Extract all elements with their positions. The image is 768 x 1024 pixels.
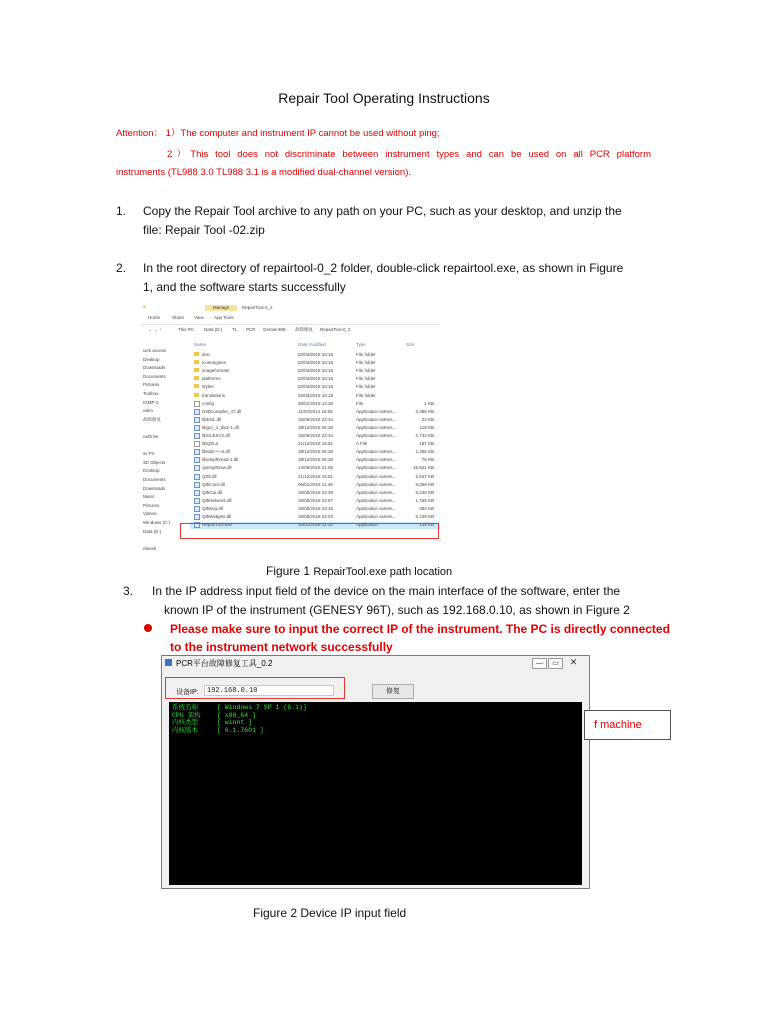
file-row[interactable] (190, 401, 440, 408)
nav-pane-item[interactable]: Documents (143, 373, 166, 379)
nav-pane-item[interactable]: Windows (C:) (143, 520, 171, 525)
file-row[interactable] (190, 457, 440, 464)
file-type: Application extens... (356, 481, 397, 487)
console-value: [ 6.1.7601 ] (217, 726, 264, 734)
breadcrumb-gentier48e[interactable]: Gentier48E (263, 327, 286, 332)
file-size: 2,742 KB (415, 433, 434, 438)
file-type: File (356, 400, 364, 406)
figure-2-caption: Figure 2 Device IP input field (253, 906, 407, 920)
file-row[interactable] (190, 384, 440, 391)
file-type: Application extens... (356, 433, 397, 438)
breadcrumb-repairtool[interactable]: RepairTool-0_2 (320, 327, 351, 332)
breadcrumb-repair-folder[interactable]: 故障修复 (295, 327, 313, 332)
file-date: 15/06/2018 22:34 (298, 433, 334, 438)
dll-file-icon (194, 433, 200, 439)
column-header-size[interactable]: Size (406, 342, 415, 347)
dll-file-icon (194, 449, 200, 455)
file-type: Application extens... (356, 424, 397, 430)
repairtool-highlight-box (180, 523, 439, 539)
breadcrumb-pcr[interactable]: PCR (246, 327, 256, 332)
file-name: Qt5Core.dll (202, 481, 225, 487)
file-date: 15/06/2018 22:57 (298, 497, 334, 503)
file-name: libEGL.dll (202, 416, 222, 422)
app-icon (165, 659, 172, 666)
file-icon (194, 441, 200, 447)
folder-icon (194, 368, 199, 372)
file-row[interactable] (190, 441, 440, 448)
file-name: platforms (202, 376, 221, 382)
machine-callout: f machine (584, 710, 671, 740)
file-date: 02/03/2019 10:18 (298, 368, 334, 374)
step-3-text-line-2: known IP of the instrument (GENESY 96T), such as 192.168.0.10, as shown in Figure 2 (164, 603, 630, 617)
file-size: 3,386 KB (415, 408, 434, 414)
file-type: Application extens... (356, 497, 397, 503)
file-size: 187 KB (419, 441, 434, 447)
column-header-type[interactable]: Type (356, 342, 366, 347)
file-row[interactable] (190, 474, 440, 481)
nav-pane-item[interactable]: ss PC (143, 451, 156, 457)
file-size: 118 KB (419, 424, 434, 430)
file-name: Qt5Widgets.dll (202, 514, 232, 519)
file-type: File folder (356, 368, 376, 374)
file-size: 1,305 KB (415, 449, 434, 455)
console-label: CPU 架构 (172, 711, 201, 719)
file-name: Qt5Network.dll (202, 497, 232, 503)
file-row[interactable] (190, 490, 440, 497)
manage-tab[interactable]: Manage (205, 305, 237, 311)
file-row[interactable] (190, 409, 440, 416)
address-bar[interactable] (140, 326, 440, 334)
nav-pane-item[interactable]: 故障修复 (143, 416, 161, 422)
file-date: 21/12/2018 15:51 (298, 473, 334, 479)
file-row[interactable] (190, 425, 440, 432)
file-row[interactable] (190, 514, 440, 521)
attention-line-1: Attention： 1）The computer and instrument IP cannot be used without ping; (116, 128, 440, 139)
file-type: File folder (356, 360, 376, 366)
folder-icon (194, 352, 199, 356)
file-date: 02/03/2019 10:18 (298, 360, 334, 366)
file-date: 15/06/2018 22:03 (298, 514, 334, 519)
file-row[interactable] (190, 433, 440, 440)
console-value: [ Windows 7 SP 1 (6.1)] (217, 704, 307, 711)
warning-line-1: Please make sure to input the correct IP of the instrument. The PC is directly connected (170, 622, 670, 636)
file-date: 30/01/2019 11:14 (298, 522, 333, 528)
console-value: [ x86_64 ] (217, 711, 257, 719)
dll-file-icon (194, 457, 200, 463)
file-date: 29/12/2015 06:25 (298, 424, 334, 430)
nav-pane-item[interactable]: IGMP-2 (143, 399, 159, 405)
file-type: Application (356, 522, 379, 528)
nav-pane-item[interactable]: Desktop (143, 356, 160, 362)
file-name: libGLESV2.dll (202, 433, 230, 438)
file-type: Application extens... (356, 489, 397, 495)
file-date: 06/01/2019 11:48 (298, 481, 333, 487)
folder-icon (194, 360, 199, 364)
folder-icon (194, 376, 199, 380)
attention-line-2: 2）This tool does not discriminate between instrument types and can be used on all PCR platform (167, 149, 651, 160)
file-date: 21/12/2018 15:51 (298, 441, 334, 447)
page-title: Repair Tool Operating Instructions (278, 90, 490, 106)
file-name: Qt5Gui.dll (202, 489, 223, 495)
nav-pane-item[interactable]: Pictures (143, 502, 160, 508)
file-type: Application extens... (356, 408, 397, 414)
file-row[interactable] (190, 449, 440, 456)
file-name: translations (202, 392, 226, 398)
pcr-window-title: PCR平台故障修复工具_0.2 (176, 659, 273, 668)
file-size: 6,230 KB (415, 489, 434, 495)
ribbon-tab-app-tools[interactable]: App Tools (214, 315, 234, 320)
file-size: 15,621 KB (412, 465, 434, 471)
nav-pane-item[interactable]: Desktop (143, 468, 160, 474)
ribbon-tab-view[interactable]: View (194, 315, 204, 320)
dll-file-icon (194, 425, 200, 431)
file-name: iconengines (202, 360, 227, 366)
file-date: 30/01/2019 14:25 (298, 400, 334, 406)
breadcrumb-tl[interactable]: TL (232, 327, 238, 332)
file-name: libgcc_s_dw2-1.dll (202, 424, 239, 430)
column-header-name[interactable]: Name (194, 342, 207, 347)
ribbon-tab-share[interactable]: Share (172, 315, 185, 320)
file-type: Application extens... (356, 449, 397, 455)
file-date: 02/03/2019 10:18 (298, 376, 334, 382)
step-1-text-line-2: file: Repair Tool -02.zip (143, 223, 265, 237)
file-name: imageformats (202, 368, 230, 374)
file-size: 1 KB (424, 400, 434, 406)
file-row[interactable] (190, 465, 440, 472)
nav-pane-item[interactable]: 3D Objects (143, 459, 166, 465)
repair-button[interactable]: 修复 (372, 684, 414, 699)
nav-pane-item[interactable]: utem (143, 408, 154, 414)
nav-pane-item[interactable]: Documents (143, 477, 166, 482)
console-label: 系统名称 (172, 704, 198, 711)
file-type: Application extens... (356, 457, 397, 463)
file-size: 6,108 KB (415, 514, 434, 519)
file-size: 2,627 KB (415, 473, 434, 479)
file-date: 15/06/2018 23:15 (298, 505, 334, 511)
file-size: 139 KB (419, 522, 434, 528)
nav-pane-item[interactable]: Pictures (143, 382, 160, 388)
dll-file-icon (194, 490, 200, 496)
file-row[interactable] (190, 393, 440, 400)
nav-pane-item[interactable]: Downloads (143, 365, 166, 371)
console-label: 内核类型 (172, 719, 198, 726)
file-type: File folder (356, 392, 376, 398)
dll-file-icon (194, 409, 200, 415)
file-date: 15/06/2018 22:39 (298, 489, 334, 495)
minimize-icon[interactable]: — (532, 658, 547, 669)
dll-file-icon (194, 474, 200, 480)
figure-1-caption (266, 564, 452, 578)
folder-quick-icon: ■ (143, 304, 146, 309)
nav-pane-item[interactable]: etwork (143, 545, 157, 550)
ip-input-highlight-box (165, 677, 345, 699)
file-type: File folder (356, 352, 376, 357)
nav-pane-item[interactable]: Data (D:) (143, 528, 162, 534)
file-name: libstdc++-6.dll (202, 449, 230, 455)
file-row[interactable] (190, 352, 440, 359)
step-2-text-line-2: 1, and the software starts successfully (143, 280, 346, 294)
nav-pane-item[interactable]: Toolbox (143, 391, 159, 396)
file-date: 02/03/2019 10:18 (298, 352, 334, 357)
step-1-text-line-1: Copy the Repair Tool archive to any path on your PC, such as your desktop, and unzip the (143, 204, 622, 218)
step-3-text-line-1: In the IP address input field of the device on the main interface of the software, enter the (152, 584, 621, 598)
maximize-icon[interactable]: ▭ (548, 658, 563, 669)
figure-1-title: RepairTool.exe path location (313, 566, 453, 578)
file-date: 14/06/2016 21:06 (298, 465, 334, 471)
file-row[interactable] (190, 417, 440, 424)
file-type: File folder (356, 376, 376, 382)
file-row[interactable] (190, 360, 440, 367)
dll-file-icon (194, 506, 200, 512)
nav-pane-item[interactable]: Downloads (143, 485, 166, 491)
console-label: 内核版本 (172, 726, 198, 734)
device-ip-input[interactable]: 192.168.0.10 (204, 685, 334, 696)
file-name: config (202, 400, 215, 406)
warning-line-2: to the instrument network successfully (170, 640, 393, 654)
nav-pane-item[interactable]: Music (143, 494, 155, 500)
dll-file-icon (194, 514, 200, 520)
file-size: 352 KB (419, 505, 434, 511)
file-type: File folder (356, 384, 376, 390)
console-value: [ winnt ] (217, 719, 253, 726)
file-date: 29/12/2015 06:25 (298, 457, 334, 463)
file-name: libQSt.a (202, 441, 219, 447)
file-date: 02/03/2019 10:18 (298, 392, 334, 398)
file-size: 76 KB (421, 457, 434, 463)
attention-line-3: instruments (TL988 3.0 TL988 3.1 is a modified dual-channel version). (116, 167, 412, 178)
step-3-number: 3. (123, 584, 134, 598)
file-date: 15/06/2018 22:34 (298, 416, 334, 422)
folder-icon (194, 384, 199, 388)
device-ip-label: 设备IP: (176, 689, 199, 696)
figure-1-label: Figure 1 (266, 564, 314, 578)
file-name: styles (202, 384, 214, 390)
step-2-text-line-1: In the root directory of repairtool-0_2 folder, double-click repairtool.exe, as shown in Figure (143, 261, 624, 275)
file-type: Application extens... (356, 416, 397, 422)
file-name: libwinpthread-1.dll (202, 457, 239, 463)
explorer-window-title: RepairTool-0_2 (242, 305, 273, 310)
file-row[interactable] (190, 368, 440, 375)
file-icon (194, 401, 200, 407)
close-icon[interactable]: ✕ (569, 657, 578, 667)
explorer-title-bar (140, 302, 440, 325)
step-1-number: 1. (116, 204, 127, 218)
file-size: 1,765 KB (415, 497, 434, 503)
ribbon-tab-home[interactable]: Home (148, 315, 161, 320)
file-name: amc (202, 352, 211, 357)
dll-file-icon (194, 482, 200, 488)
step-2-number: 2. (116, 261, 127, 275)
file-type: Application extens... (356, 514, 397, 519)
file-size: 22 KB (421, 416, 434, 422)
folder-icon (194, 393, 199, 397)
file-name: Qt5Svg.dll (202, 505, 223, 511)
file-name: RepairTool.exe (202, 522, 233, 528)
file-name: D3Dcompiler_47.dll (202, 408, 242, 414)
file-name: opengl32sw.dll (202, 465, 232, 471)
nav-arrows-icon[interactable]: ← → ↑ (148, 327, 162, 332)
file-type: Application extens... (356, 465, 397, 471)
dll-file-icon (194, 465, 200, 471)
file-explorer-screenshot (140, 302, 440, 550)
file-date: 02/03/2019 10:18 (298, 384, 334, 390)
file-date: 11/03/2014 18:05 (298, 408, 333, 414)
file-date: 29/12/2015 06:25 (298, 449, 334, 455)
file-type: A File (356, 441, 368, 447)
dll-file-icon (194, 417, 200, 423)
warning-bullet (144, 624, 152, 632)
file-name: QSlt.dll (202, 473, 217, 479)
breadcrumb-data-d[interactable]: Data (D:) (204, 327, 223, 332)
nav-pane-item[interactable]: Videos (143, 511, 157, 517)
column-header-date[interactable]: Date modified (298, 342, 326, 347)
breadcrumb-this-pc[interactable]: This PC (178, 327, 195, 332)
file-size: 6,069 KB (415, 481, 434, 487)
file-type: Application extens... (356, 473, 397, 479)
file-type: Application extens... (356, 505, 397, 511)
nav-pane-item[interactable]: neDrive (143, 434, 159, 439)
nav-pane-item[interactable]: uick access (143, 348, 167, 353)
file-row[interactable] (190, 506, 440, 513)
file-row[interactable] (190, 498, 440, 505)
file-row[interactable] (190, 482, 440, 489)
system-info-console (169, 702, 582, 885)
dll-file-icon (194, 498, 200, 504)
file-row[interactable] (190, 376, 440, 383)
